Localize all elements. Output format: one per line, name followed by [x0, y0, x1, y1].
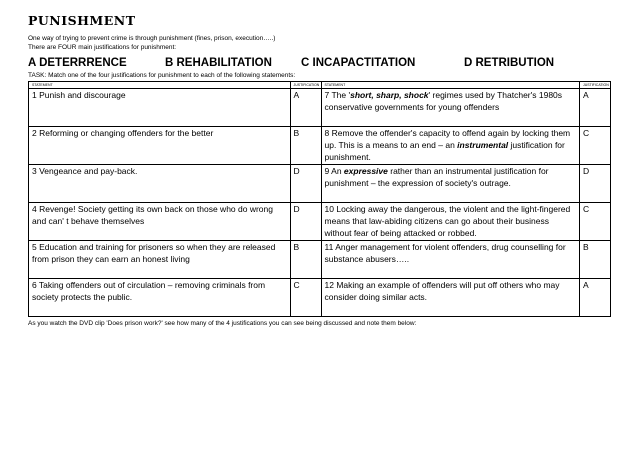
header-justification-left: JUSTIFICATION [290, 82, 321, 89]
justification-types [28, 56, 610, 70]
intro-line-2: There are FOUR main justifications for punishment: [28, 44, 177, 51]
justification-left: A [290, 89, 321, 127]
table-row [29, 89, 611, 127]
justification-right: D [579, 165, 610, 203]
statement-left: 4 Revenge! Society getting its own back on those who do wrong and can' t behave themselves [29, 203, 291, 241]
statement-right [321, 127, 579, 165]
worksheet [28, 14, 610, 328]
justification-right: B [579, 241, 610, 279]
justification-left: B [290, 241, 321, 279]
statement-left: 3 Vengeance and pay-back. [29, 165, 291, 203]
table-row [29, 165, 611, 203]
justification-right: A [579, 279, 610, 317]
statement-text: 10 Locking away the dangerous, the violent and the light-fingered means that law-abiding citizens can go about their business without fear of being attacked or robbed. [324, 204, 571, 238]
statement-text: ' regimes used by Thatcher's 1980s conservative governments for young offenders [324, 90, 563, 112]
statement-right [321, 279, 579, 317]
statement-text: rather than an instrumental justification for punishment – the expression of society's outrage. [324, 166, 549, 188]
statement-right [321, 89, 579, 127]
header-statement-right: STATEMENT [321, 82, 579, 89]
page-title: PUNISHMENT [28, 13, 136, 28]
statement-text: 8 Remove the offender's capacity to offend again by locking them up. This is a means to an end – an [324, 128, 571, 150]
statement-text: 9 An [324, 166, 344, 176]
statement-text: 12 Making an example of offenders will put off others who may consider doing similar acts. [324, 280, 560, 302]
table-row [29, 203, 611, 241]
statement-text: 11 Anger management for violent offenders, drug counselling for substance abusers….. [324, 242, 566, 264]
statement-emphasis: instrumental [457, 140, 509, 150]
type-incapacitation: C INCAPACTITATION [301, 57, 416, 69]
statement-left: 5 Education and training for prisoners so when they are released from prison they can earn an honest living [29, 241, 291, 279]
table-row [29, 279, 611, 317]
intro-line-1: One way of trying to prevent crime is through punishment (fines, prison, execution…..) [28, 35, 276, 42]
statement-left: 1 Punish and discourage [29, 89, 291, 127]
table-row [29, 127, 611, 165]
footer-instruction: As you watch the DVD clip 'Does prison work?' see how many of the 4 justifications you can see being discussed and note them below: [28, 320, 417, 327]
statement-text: 7 The ' [324, 90, 351, 100]
justification-right: A [579, 89, 610, 127]
matching-table [28, 81, 611, 317]
statement-emphasis: short, sharp, shock [350, 90, 429, 100]
header-justification-right: JUSTIFICATION [579, 82, 610, 89]
type-rehabilitation: B REHABILITATION [165, 57, 272, 69]
justification-left: D [290, 203, 321, 241]
statement-right [321, 241, 579, 279]
statement-left: 2 Reforming or changing offenders for the better [29, 127, 291, 165]
table-header-row [29, 82, 611, 89]
justification-right: C [579, 203, 610, 241]
statement-left: 6 Taking offenders out of circulation – removing criminals from society protects the public. [29, 279, 291, 317]
justification-left: B [290, 127, 321, 165]
statement-right [321, 203, 579, 241]
header-statement-left: STATEMENT [29, 82, 291, 89]
justification-right: C [579, 127, 610, 165]
type-retribution: D RETRIBUTION [464, 57, 555, 69]
type-deterrence: A DETERRRENCE [28, 57, 127, 69]
justification-left: D [290, 165, 321, 203]
statement-text: justification for punishment. [324, 140, 565, 162]
statement-right [321, 165, 579, 203]
table-row [29, 241, 611, 279]
task-instruction: TASK: Match one of the four justifications for punishment to each of the following statements: [28, 72, 296, 79]
statement-emphasis: expressive [343, 166, 388, 176]
justification-left: C [290, 279, 321, 317]
